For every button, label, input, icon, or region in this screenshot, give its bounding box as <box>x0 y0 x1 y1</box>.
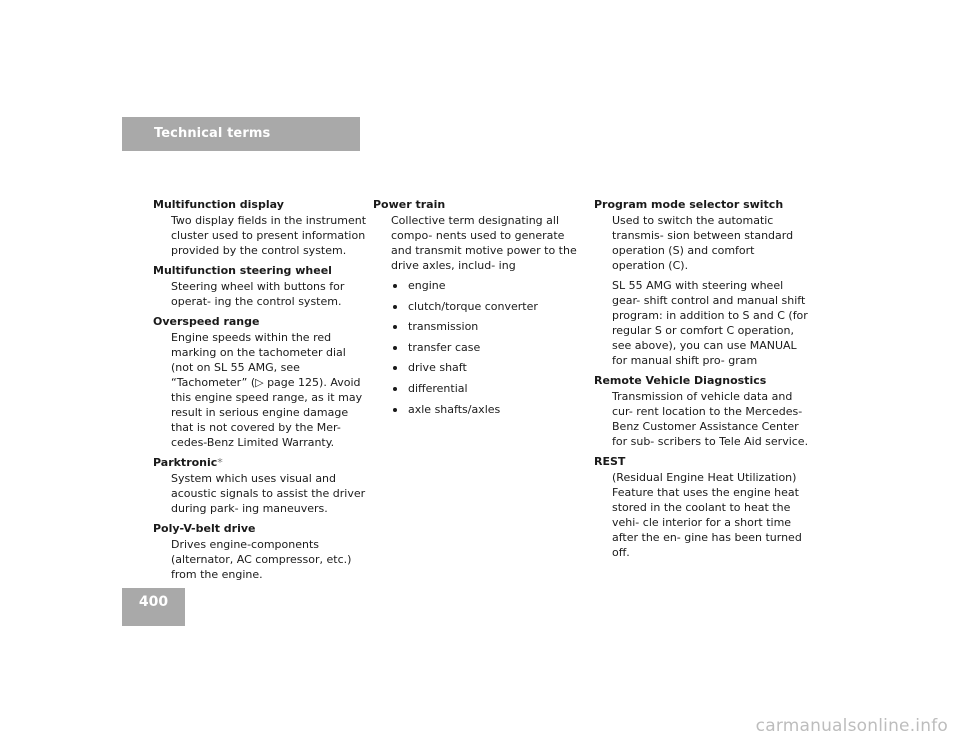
definition-paragraph: Transmission of vehicle data and cur- rent location to the Mercedes-Benz Customer Assistance Center for sub- scribers to Tele Aid service. <box>612 390 809 448</box>
definition-paragraph: Engine speeds within the red marking on the tachometer dial (not on SL 55 AMG, see “Tachometer” (▷ page 125). Avoid this engine speed range, as it may result in serious engine damage that is not covered by the Mer- cedes-Benz Limited Warranty. <box>171 331 363 449</box>
glossary-definition <box>612 470 809 560</box>
list-item: drive shaft <box>391 360 588 375</box>
list-item: transmission <box>391 319 588 334</box>
glossary-definition <box>612 389 809 449</box>
definition-paragraph: Drives engine-components (alternator, AC compressor, etc.) from the engine. <box>171 538 352 581</box>
definition-paragraph: Collective term designating all compo- nents used to generate and transmit motive power to the drive axles, includ- ing <box>391 214 577 272</box>
glossary-column-3 <box>594 197 809 565</box>
glossary-definition <box>171 279 368 309</box>
optional-equipment-star: * <box>217 456 223 469</box>
glossary-entry <box>153 263 368 309</box>
glossary-term-label: Multifunction display <box>153 198 284 211</box>
glossary-entry <box>594 373 809 449</box>
list-item: transfer case <box>391 340 588 355</box>
glossary-term <box>153 521 368 536</box>
glossary-term <box>153 197 368 212</box>
glossary-term-label: Poly-V-belt drive <box>153 522 256 535</box>
glossary-term-label: REST <box>594 455 626 468</box>
definition-paragraph: SL 55 AMG with steering wheel gear- shift control and manual shift program: in addition to S and C (for regular S or comfort C operation, see above), you can use MANUAL for manual shift pro- gram <box>612 279 808 367</box>
definition-paragraph: Used to switch the automatic transmis- sion between standard operation (S) and comfort operation (C). <box>612 214 794 272</box>
glossary-term-label: Overspeed range <box>153 315 260 328</box>
glossary-entry <box>373 197 588 417</box>
glossary-term <box>594 197 809 212</box>
glossary-term <box>594 373 809 388</box>
glossary-term <box>153 314 368 329</box>
glossary-term-label: Parktronic <box>153 456 218 469</box>
glossary-definition <box>612 213 809 368</box>
glossary-term <box>153 455 368 470</box>
glossary-definition <box>171 537 368 582</box>
list-item: clutch/torque converter <box>391 299 588 314</box>
list-item: differential <box>391 381 588 396</box>
glossary-term-label: Multifunction steering wheel <box>153 264 332 277</box>
glossary-entry <box>594 454 809 560</box>
section-title: Technical terms <box>154 126 271 141</box>
definition-paragraph: Steering wheel with buttons for operat- ing the control system. <box>171 280 345 308</box>
glossary-term-label: Power train <box>373 198 446 211</box>
definition-paragraph: System which uses visual and acoustic signals to assist the driver during park- ing maneuvers. <box>171 472 366 515</box>
glossary-definition <box>171 213 368 258</box>
definition-paragraph: Two display fields in the instrument cluster used to present information provided by the control system. <box>171 214 367 257</box>
glossary-entry <box>594 197 809 368</box>
glossary-entry <box>153 314 368 450</box>
watermark-text: carmanualsonline.info <box>755 716 948 736</box>
glossary-term-label: Program mode selector switch <box>594 198 784 211</box>
definition-paragraph: (Residual Engine Heat Utilization) Feature that uses the engine heat stored in the coolant to heat the vehi- cle interior for a short time after the en- gine has been turned off. <box>612 471 802 559</box>
glossary-definition <box>391 213 588 417</box>
glossary-definition <box>171 471 368 516</box>
list-item: axle shafts/axles <box>391 402 588 417</box>
list-item: engine <box>391 278 588 293</box>
glossary-definition <box>171 330 368 450</box>
glossary-term <box>153 263 368 278</box>
glossary-column-1 <box>153 197 368 587</box>
page-number-box <box>122 588 185 626</box>
glossary-term-label: Remote Vehicle Diagnostics <box>594 374 767 387</box>
component-list <box>391 278 588 417</box>
glossary-entry <box>153 455 368 516</box>
page-number: 400 <box>138 594 169 610</box>
glossary-term <box>594 454 809 469</box>
glossary-term <box>373 197 588 212</box>
glossary-column-2 <box>373 197 588 422</box>
section-header-bar <box>122 117 360 151</box>
glossary-entry <box>153 197 368 258</box>
glossary-entry <box>153 521 368 582</box>
